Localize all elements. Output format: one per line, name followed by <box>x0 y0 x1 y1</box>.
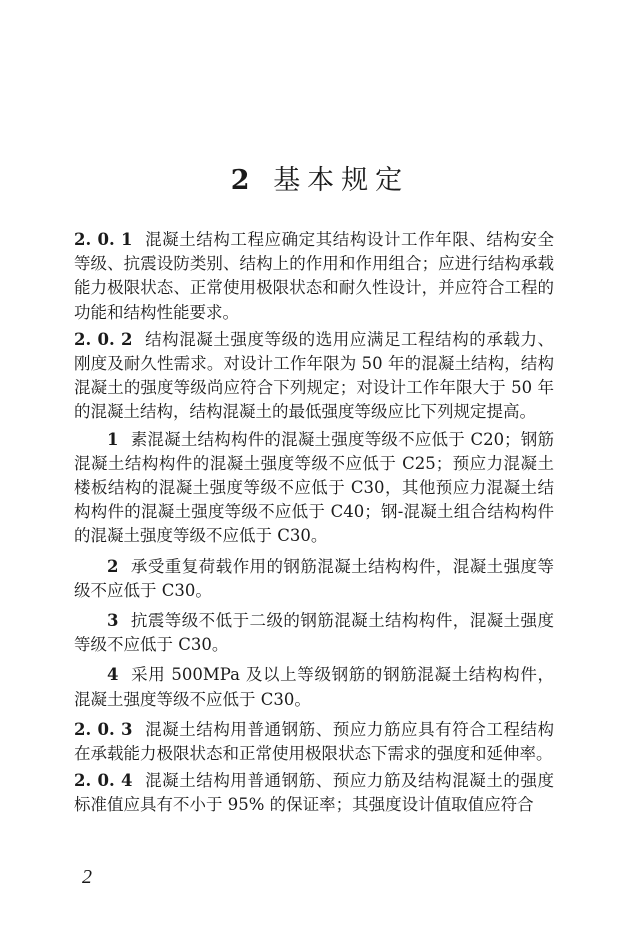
page-number: 2 <box>82 866 92 888</box>
clause-text: 结构混凝土强度等级的选用应满足工程结构的承载力、刚度及耐久性需求。对设计工作年限为 50 年的混凝土结构，结构混凝土的强度等级尚应符合下列规定；对设计工作年限大于 50 年的混凝土结构，结构混凝土的最低强度等级应比下列规定提高。 <box>74 329 555 422</box>
item-number: 4 <box>107 665 119 685</box>
clause-item-2 <box>74 555 554 603</box>
item-text: 抗震等级不低于二级的钢筋混凝土结构构件，混凝土强度等级不应低于 C30。 <box>74 611 554 655</box>
item-number: 3 <box>107 611 119 631</box>
clause-2-0-3 <box>74 718 554 766</box>
clause-number: 2. 0. 3 <box>74 719 133 739</box>
item-text: 采用 500MPa 及以上等级钢筋的钢筋混凝土结构构件，混凝土强度等级不应低于 C30。 <box>74 665 554 709</box>
body-text <box>74 228 554 821</box>
item-number: 1 <box>107 429 119 449</box>
clause-2-0-2 <box>74 328 554 425</box>
chapter-number: 2 <box>230 165 250 196</box>
clause-number: 2. 0. 4 <box>74 771 133 791</box>
clause-item-3 <box>74 609 554 657</box>
chapter-title: 基本规定 <box>273 165 410 196</box>
item-number: 2 <box>107 556 119 576</box>
clause-text: 混凝土结构工程应确定其结构设计工作年限、结构安全等级、抗震设防类别、结构上的作用和作用组合；应进行结构承载能力极限状态、正常使用极限状态和耐久性设计，并应符合工程的功能和结构性能要求。 <box>74 230 555 322</box>
chapter-heading <box>0 158 640 197</box>
clause-number: 2. 0. 1 <box>74 230 133 249</box>
clause-text: 混凝土结构用普通钢筋、预应力筋及结构混凝土的强度标准值应具有不小于 95% 的保证率；其强度设计值取值应符合 <box>74 771 555 815</box>
clause-item-4 <box>74 663 554 711</box>
item-text: 承受重复荷载作用的钢筋混凝土结构构件，混凝土强度等级不应低于 C30。 <box>74 556 554 600</box>
clause-text: 混凝土结构用普通钢筋、预应力筋应具有符合工程结构在承载能力极限状态和正常使用极限状态下需求的强度和延伸率。 <box>74 719 555 764</box>
item-text: 素混凝土结构构件的混凝土强度等级不应低于 C20；钢筋混凝土结构构件的混凝土强度等级不应低于 C25；预应力混凝土楼板结构的混凝土强度等级不应低于 C30，其他预应力混凝土结构构件的混凝土强度等级不应低于 C40；钢-混凝土组合结构构件的混凝土强度等级不应低于 C30。 <box>74 429 554 546</box>
clause-item-1 <box>74 428 554 549</box>
clause-number: 2. 0. 2 <box>74 329 133 349</box>
clause-2-0-1 <box>74 228 554 325</box>
clause-2-0-4 <box>74 769 554 817</box>
